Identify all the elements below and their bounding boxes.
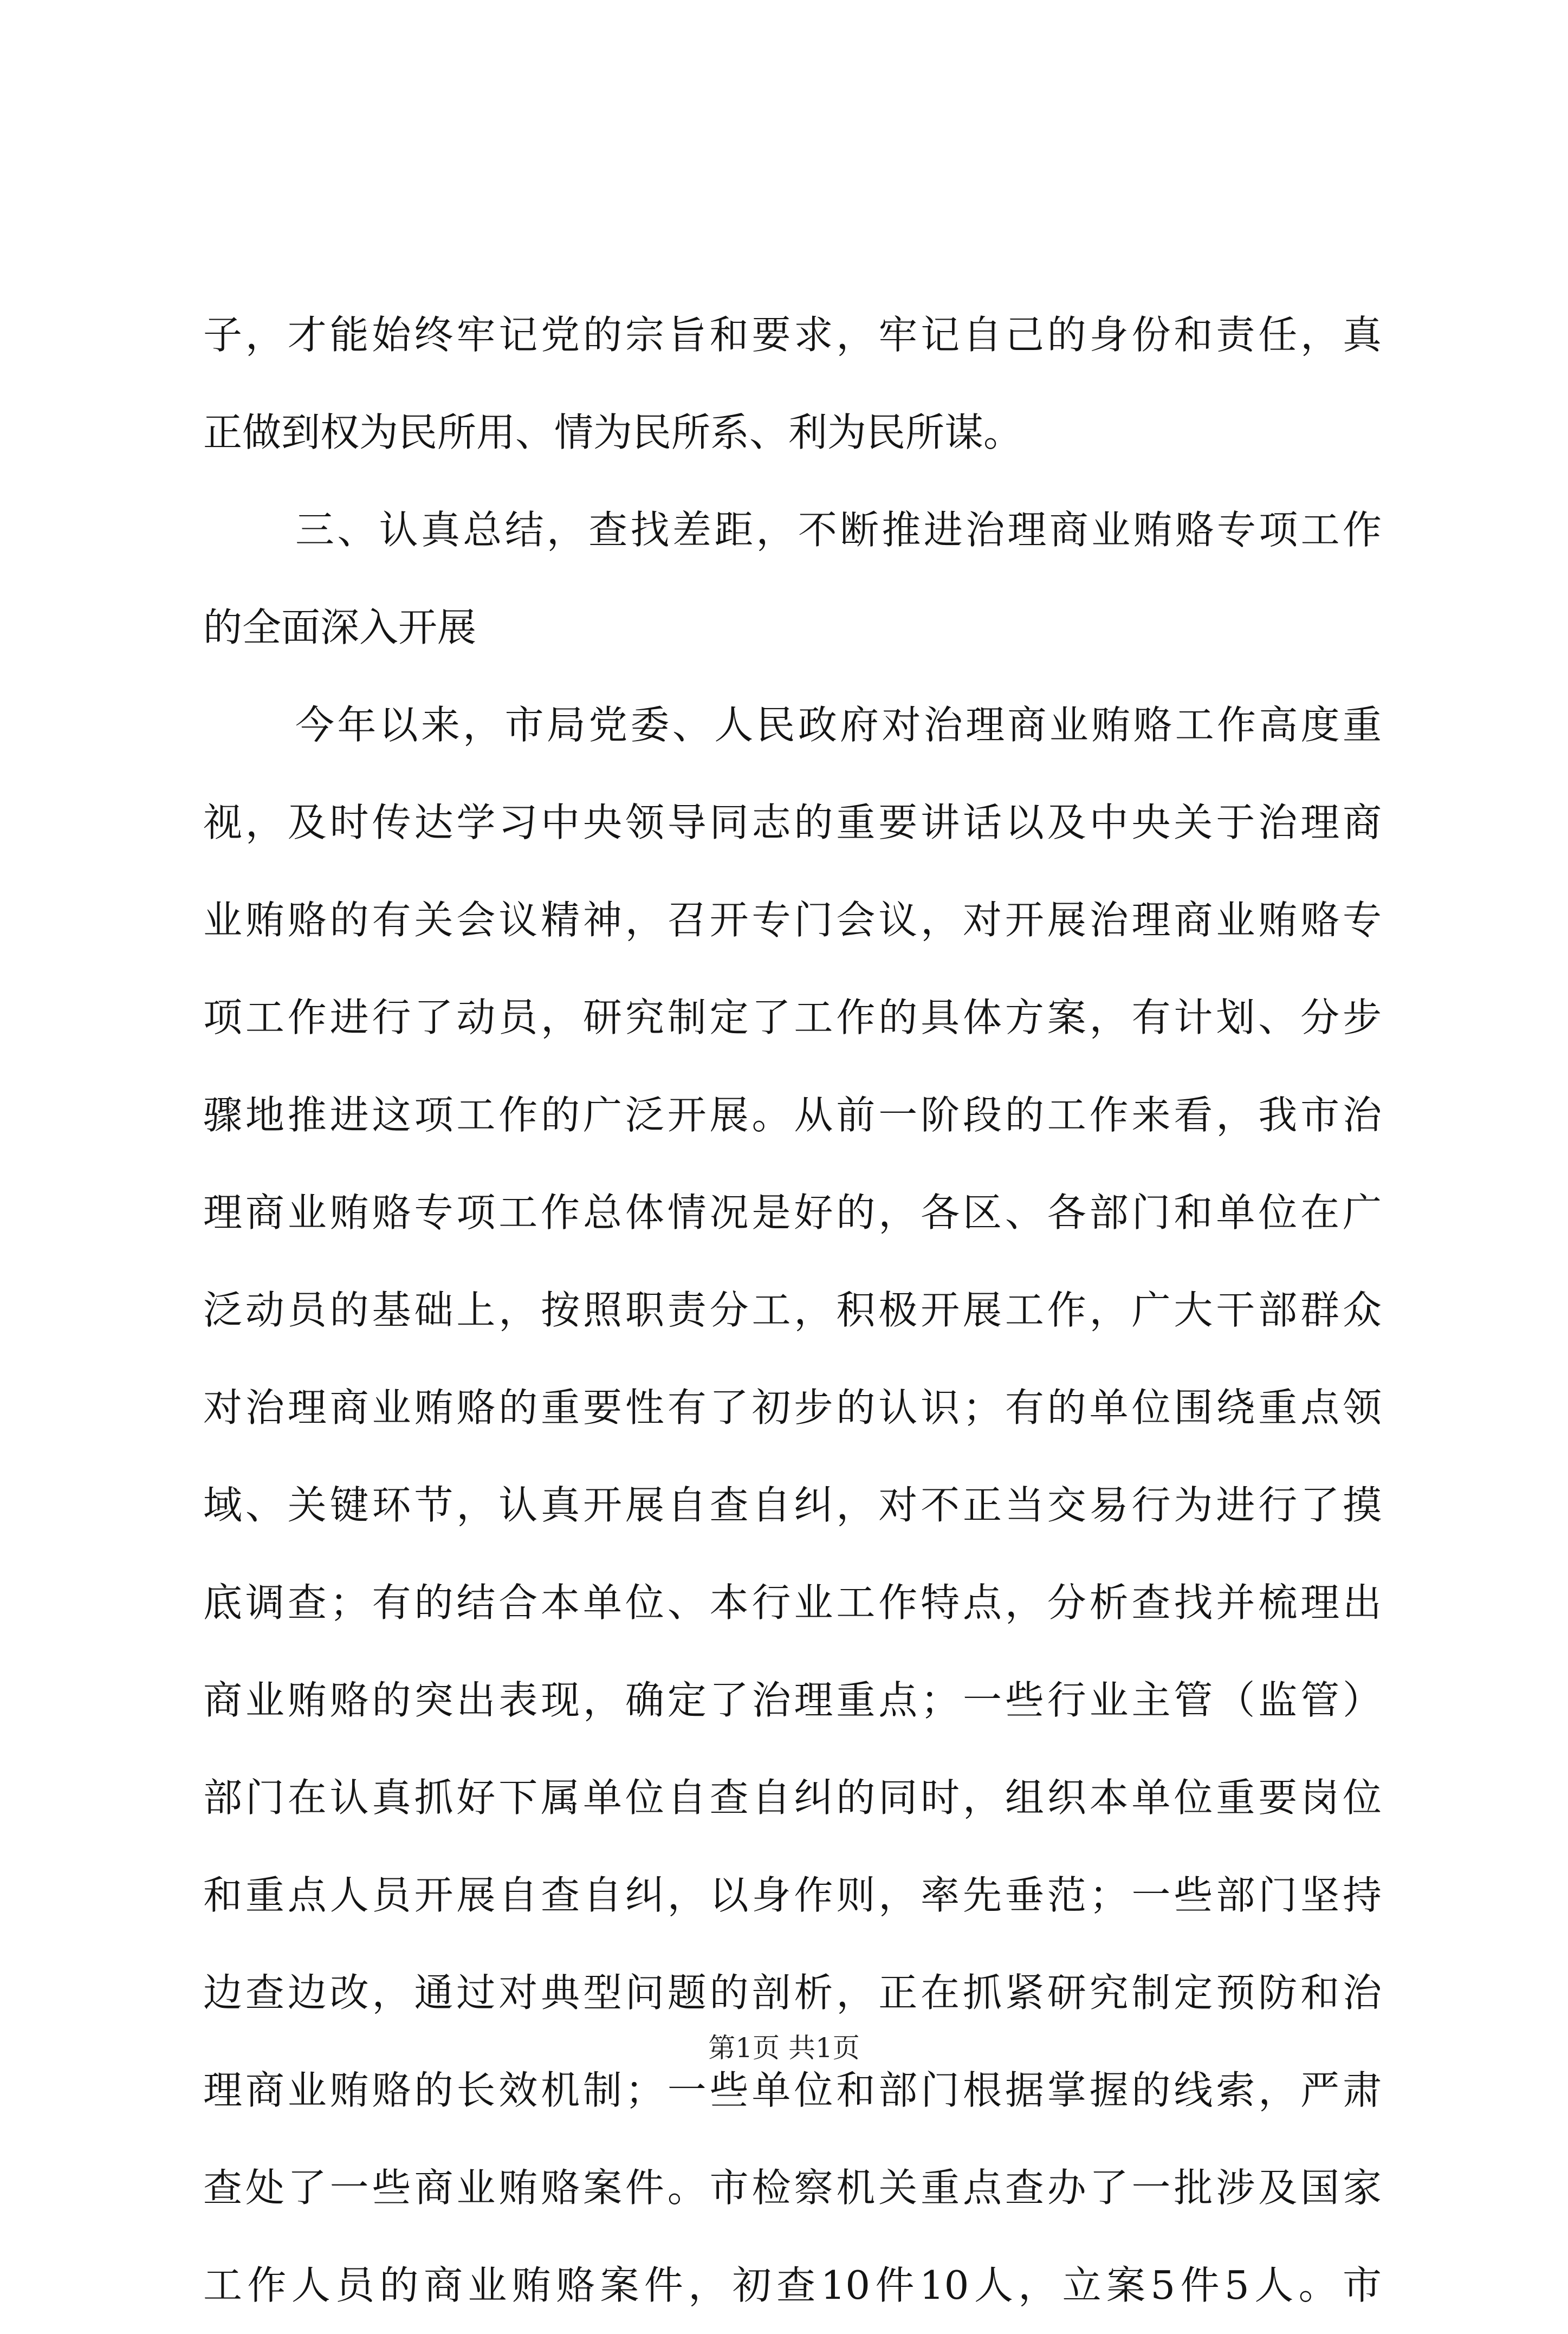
document-body	[203, 286, 1382, 2334]
text-line: 泛动员的基础上，按照职责分工，积极开展工作，广大干部群众	[203, 1287, 1382, 1333]
text-line: 今年以来，市局党委、人民政府对治理商业贿赂工作高度重	[295, 702, 1382, 748]
text-line: 工作人员的商业贿赂案件，初查10件10人，立案5件5人。市	[203, 2262, 1382, 2308]
text-line: 边查边改，通过对典型问题的剖析，正在抓紧研究制定预防和治	[203, 1970, 1382, 2015]
text-line: 域、关键环节，认真开展自查自纠，对不正当交易行为进行了摸	[203, 1482, 1382, 1528]
text-line: 骤地推进这项工作的广泛开展。从前一阶段的工作来看，我市治	[203, 1092, 1382, 1138]
text-line: 底调查；有的结合本单位、本行业工作特点，分析查找并梳理出	[203, 1580, 1382, 1625]
text-line: 业贿赂的有关会议精神，召开专门会议，对开展治理商业贿赂专	[203, 897, 1382, 943]
text-line: 正做到权为民所用、情为民所系、利为民所谋。	[203, 410, 1023, 455]
text-line: 理商业贿赂的长效机制；一些单位和部门根据掌握的线索，严肃	[203, 2067, 1382, 2113]
text-line: 和重点人员开展自查自纠，以身作则，率先垂范；一些部门坚持	[203, 1872, 1382, 1918]
section-heading-line: 的全面深入开展	[203, 605, 477, 650]
text-line: 商业贿赂的突出表现，确定了治理重点；一些行业主管（监管）	[203, 1677, 1382, 1723]
text-line: 对治理商业贿赂的重要性有了初步的认识；有的单位围绕重点领	[203, 1385, 1382, 1430]
text-line: 查处了一些商业贿赂案件。市检察机关重点查办了一批涉及国家	[203, 2165, 1382, 2210]
text-line: 理商业贿赂专项工作总体情况是好的，各区、各部门和单位在广	[203, 1190, 1382, 1235]
text-line: 项工作进行了动员，研究制定了工作的具体方案，有计划、分步	[203, 995, 1382, 1040]
text-line: 子，才能始终牢记党的宗旨和要求，牢记自己的身份和责任，真	[203, 312, 1382, 358]
text-line: 部门在认真抓好下属单位自查自纠的同时，组织本单位重要岗位	[203, 1775, 1382, 1820]
section-heading-line: 三、认真总结，查找差距，不断推进治理商业贿赂专项工作	[295, 507, 1382, 553]
page-number-footer: 第1页 共1页	[708, 2032, 860, 2064]
text-line: 视，及时传达学习中央领导同志的重要讲话以及中央关于治理商	[203, 800, 1382, 845]
